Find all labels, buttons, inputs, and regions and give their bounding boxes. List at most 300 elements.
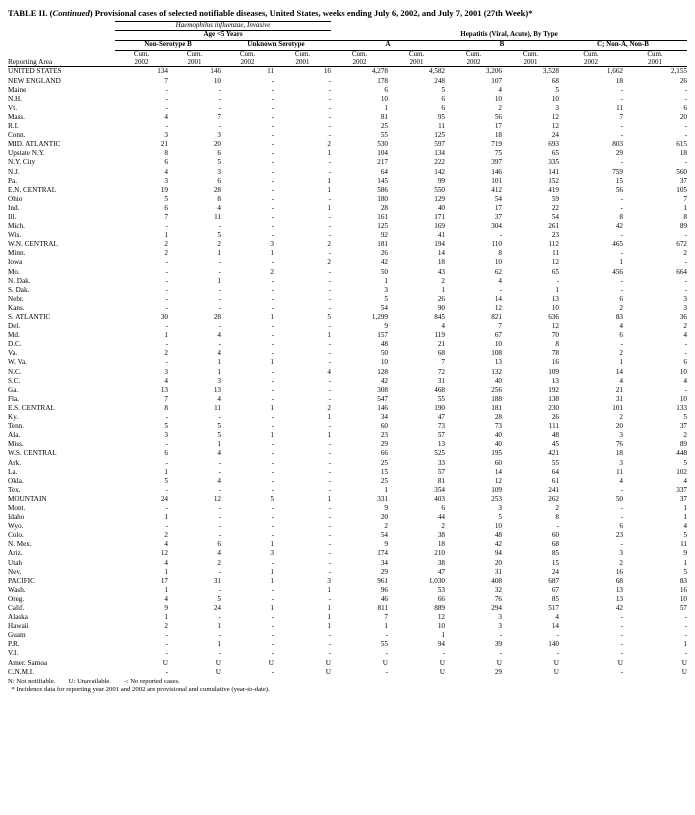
row-value: - <box>271 258 274 267</box>
row-value: 4 <box>619 476 623 485</box>
row-value: - <box>218 85 221 94</box>
row-value: - <box>218 513 221 522</box>
row-area-label: R.I. <box>8 122 19 131</box>
row-value: - <box>620 131 623 140</box>
row-value: 26 <box>551 413 559 422</box>
row-area-label: Nebr. <box>8 294 24 303</box>
row-value: 16 <box>551 358 559 367</box>
row-value: 11 <box>616 467 623 476</box>
row-value: 34 <box>380 413 388 422</box>
row-value: - <box>620 667 623 676</box>
row-value: - <box>271 194 274 203</box>
table-footnotes <box>8 677 687 695</box>
row-value: - <box>385 667 388 676</box>
table-row <box>8 240 687 249</box>
notifiable-diseases-table <box>8 21 687 677</box>
row-value: - <box>620 231 623 240</box>
header-age-group: Age <5 Years <box>115 31 331 41</box>
row-value: 134 <box>157 67 168 76</box>
table-row <box>8 295 687 304</box>
row-value: 30 <box>160 313 168 322</box>
row-area-label: Guam <box>8 631 26 640</box>
row-value: 1 <box>270 576 274 585</box>
row-value: 29 <box>380 440 388 449</box>
row-value: 2 <box>217 558 221 567</box>
row-value: 1 <box>270 249 274 258</box>
row-value: 3 <box>327 576 331 585</box>
row-area-label: Mich. <box>8 222 25 231</box>
row-area-label: Miss. <box>8 440 24 449</box>
row-value: 50 <box>615 494 623 503</box>
row-value: U <box>496 658 502 667</box>
row-area-label: PACIFIC <box>8 576 35 585</box>
row-value: 78 <box>551 349 559 358</box>
row-value: 20 <box>380 513 388 522</box>
row-value: 1 <box>384 622 388 631</box>
row-value: 16 <box>679 585 687 594</box>
row-value: 586 <box>377 185 388 194</box>
row-value: - <box>218 94 221 103</box>
row-value: 248 <box>434 76 445 85</box>
header-haemophilus-group: Haemophilus influenzae, Invasive <box>115 21 331 31</box>
row-value: - <box>271 394 274 403</box>
header-hep-b: B <box>445 41 559 51</box>
row-value: - <box>499 231 502 240</box>
row-value: 188 <box>491 394 502 403</box>
row-value: - <box>271 285 274 294</box>
row-value: 67 <box>551 585 559 594</box>
row-value: 76 <box>494 594 502 603</box>
row-value: 31 <box>615 394 623 403</box>
row-value: 18 <box>615 76 623 85</box>
row-area-label: Ala. <box>8 431 21 440</box>
row-value: 4 <box>683 476 687 485</box>
row-value: - <box>165 103 168 112</box>
row-value: - <box>620 194 623 203</box>
row-value: 759 <box>612 167 623 176</box>
row-value: 5 <box>164 194 168 203</box>
row-area-label: NEW ENGLAND <box>8 76 61 85</box>
row-value: 4,582 <box>428 67 445 76</box>
row-value: 5 <box>683 413 687 422</box>
header-blank-4 <box>8 41 115 51</box>
row-value: 517 <box>548 604 559 613</box>
row-value: - <box>218 631 221 640</box>
row-value: - <box>271 340 274 349</box>
row-value: 408 <box>491 576 502 585</box>
row-value: 40 <box>494 376 502 385</box>
row-value: 1 <box>619 258 623 267</box>
row-value: 85 <box>551 594 559 603</box>
table-row <box>8 349 687 358</box>
row-value: 142 <box>434 167 445 176</box>
title-suffix: ) Provisional cases of selected notifiable diseases, United States, weeks ending July 6, 2002, and July 7, 2001 (27th Week)* <box>89 8 533 18</box>
row-value: 194 <box>434 240 445 249</box>
row-value: 10 <box>494 94 502 103</box>
table-row <box>8 258 687 267</box>
row-value: 560 <box>676 167 687 176</box>
header-row-group1 <box>8 21 687 31</box>
row-value: 3 <box>270 549 274 558</box>
table-row <box>8 277 687 286</box>
row-value: - <box>328 567 331 576</box>
row-value: 38 <box>437 558 445 567</box>
row-value: 10 <box>380 358 388 367</box>
row-value: - <box>271 149 274 158</box>
row-value: 12 <box>494 476 502 485</box>
row-value: 1 <box>384 103 388 112</box>
row-value: 1 <box>270 313 274 322</box>
row-value: 101 <box>491 176 502 185</box>
row-value: - <box>684 158 687 167</box>
row-area-label: Pa. <box>8 176 17 185</box>
row-value: 21 <box>437 340 445 349</box>
table-row <box>8 431 687 440</box>
row-value: 55 <box>551 458 559 467</box>
row-value: 102 <box>676 467 687 476</box>
row-value: - <box>328 640 331 649</box>
row-value: 230 <box>548 403 559 412</box>
row-value: 241 <box>548 485 559 494</box>
row-value: - <box>271 513 274 522</box>
table-row <box>8 640 687 649</box>
row-value: - <box>165 440 168 449</box>
header-reporting-area: Reporting Area <box>8 58 53 67</box>
row-area-label: Vt. <box>8 103 17 112</box>
row-value: - <box>271 385 274 394</box>
row-value: 308 <box>377 385 388 394</box>
row-value: 109 <box>548 367 559 376</box>
row-value: 12 <box>213 494 221 503</box>
table-row <box>8 577 687 586</box>
row-value: 83 <box>615 313 623 322</box>
table-row <box>8 86 687 95</box>
row-value: - <box>328 122 331 131</box>
row-value: U <box>382 658 388 667</box>
row-value: - <box>271 422 274 431</box>
row-area-label: Mo. <box>8 267 20 276</box>
row-value: - <box>271 176 274 185</box>
row-value: 4 <box>217 203 221 212</box>
table-row <box>8 477 687 486</box>
row-value: 40 <box>494 440 502 449</box>
row-area-label: UNITED STATES <box>8 67 62 76</box>
row-area-label: S. Dak. <box>8 285 30 294</box>
row-value: - <box>684 285 687 294</box>
footnote-1: N: Not notifiable. U: Unavailable. -: No reported cases. <box>8 677 180 685</box>
row-value: - <box>271 185 274 194</box>
row-value: 5 <box>555 85 559 94</box>
row-value: - <box>328 249 331 258</box>
row-value: - <box>328 476 331 485</box>
row-value: 4 <box>498 276 502 285</box>
row-value: - <box>165 413 168 422</box>
table-row <box>8 231 687 240</box>
row-value: 56 <box>494 112 502 121</box>
row-value: - <box>165 267 168 276</box>
row-area-label: E.S. CENTRAL <box>8 403 55 412</box>
row-value: - <box>620 513 623 522</box>
row-value: 146 <box>210 67 221 76</box>
row-value: 70 <box>551 331 559 340</box>
row-value: - <box>328 513 331 522</box>
row-value: 2 <box>384 522 388 531</box>
table-row <box>8 513 687 522</box>
row-value: 1 <box>164 331 168 340</box>
row-value: 4 <box>217 449 221 458</box>
row-value: 5 <box>217 231 221 240</box>
row-value: U <box>215 658 221 667</box>
row-value: 47 <box>437 567 445 576</box>
row-value: 9 <box>683 549 687 558</box>
row-value: - <box>328 358 331 367</box>
row-value: 39 <box>494 640 502 649</box>
row-area-label: Mont. <box>8 503 26 512</box>
row-value: 9 <box>384 540 388 549</box>
table-row <box>8 649 687 658</box>
row-value: - <box>328 231 331 240</box>
row-value: 1 <box>441 631 445 640</box>
row-value: - <box>328 194 331 203</box>
table-row <box>8 613 687 622</box>
header-year-6: 2001 <box>409 57 424 66</box>
header-cum-label-9: Cum. <box>583 49 599 58</box>
table-row <box>8 440 687 449</box>
row-value: 5 <box>441 85 445 94</box>
row-value: 67 <box>494 331 502 340</box>
row-area-label: Md. <box>8 331 20 340</box>
row-value: - <box>271 131 274 140</box>
row-value: - <box>620 285 623 294</box>
row-value: 13 <box>494 358 502 367</box>
row-value: 4 <box>217 331 221 340</box>
row-value: - <box>271 122 274 131</box>
row-value: 2 <box>164 531 168 540</box>
row-value: 672 <box>676 240 687 249</box>
row-value: U <box>617 658 623 667</box>
row-area-label: Ark. <box>8 458 21 467</box>
row-value: 8 <box>555 340 559 349</box>
row-value: - <box>165 94 168 103</box>
row-area-label: Utah <box>8 558 22 567</box>
row-value: 5 <box>164 422 168 431</box>
row-value: 24 <box>160 494 168 503</box>
row-value: - <box>165 640 168 649</box>
row-value: 81 <box>380 112 388 121</box>
row-value: 29 <box>494 667 502 676</box>
row-area-label: N.J. <box>8 167 20 176</box>
row-value: 12 <box>437 613 445 622</box>
row-value: - <box>684 613 687 622</box>
row-value: 5 <box>217 158 221 167</box>
row-value: 1 <box>270 403 274 412</box>
row-value: 24 <box>551 567 559 576</box>
row-value: 354 <box>434 485 445 494</box>
row-value: 3 <box>555 103 559 112</box>
row-value: U <box>162 658 168 667</box>
row-value: - <box>218 567 221 576</box>
header-blank-3 <box>8 31 115 41</box>
table-row <box>8 504 687 513</box>
row-value: 2 <box>270 267 274 276</box>
row-value: 1 <box>217 622 221 631</box>
header-year-7: 2002 <box>466 57 481 66</box>
row-value: 146 <box>491 167 502 176</box>
row-area-label: Fla. <box>8 394 19 403</box>
table-row <box>8 586 687 595</box>
row-value: 15 <box>551 558 559 567</box>
row-value: - <box>328 349 331 358</box>
row-value: 2 <box>683 431 687 440</box>
row-value: 195 <box>491 449 502 458</box>
row-value: 48 <box>494 531 502 540</box>
row-value: 331 <box>377 494 388 503</box>
row-value: 6 <box>164 449 168 458</box>
table-row <box>8 549 687 558</box>
row-value: 7 <box>683 194 687 203</box>
table-row <box>8 522 687 531</box>
row-value: 3 <box>164 367 168 376</box>
header-blank-1 <box>8 21 115 31</box>
row-value: - <box>271 331 274 340</box>
row-value: 3 <box>619 458 623 467</box>
row-value: - <box>218 467 221 476</box>
row-value: 29 <box>380 567 388 576</box>
row-area-label: Colo. <box>8 531 24 540</box>
header-year-10: 2001 <box>648 57 662 66</box>
row-area-label: Wash. <box>8 585 26 594</box>
row-area-label: Calif. <box>8 604 25 613</box>
row-value: - <box>271 458 274 467</box>
row-value: - <box>165 458 168 467</box>
row-value: 9 <box>384 503 388 512</box>
row-value: 5 <box>384 294 388 303</box>
row-value: 7 <box>441 358 445 367</box>
row-value: 1 <box>270 431 274 440</box>
row-value: 1 <box>683 558 687 567</box>
row-value: 134 <box>434 149 445 158</box>
row-value: - <box>556 276 559 285</box>
row-area-label: Va. <box>8 349 18 358</box>
row-area-label: D.C. <box>8 340 22 349</box>
header-year-4: 2001 <box>295 57 310 66</box>
row-value: 68 <box>551 540 559 549</box>
row-value: 192 <box>548 385 559 394</box>
row-value: - <box>271 649 274 658</box>
header-hepatitis-group: Hepatitis (Viral, Acute), By Type <box>331 31 687 41</box>
table-row <box>8 659 687 668</box>
table-row <box>8 395 687 404</box>
row-value: 1 <box>327 331 331 340</box>
row-value: 95 <box>437 112 445 121</box>
row-value: - <box>328 376 331 385</box>
header-blank-5 <box>8 50 115 58</box>
row-value: 64 <box>380 167 388 176</box>
row-value: 2 <box>441 522 445 531</box>
row-value: 31 <box>213 576 221 585</box>
row-value: - <box>328 631 331 640</box>
row-value: 6 <box>217 176 221 185</box>
row-value: - <box>165 667 168 676</box>
row-value: - <box>620 503 623 512</box>
row-value: 145 <box>377 176 388 185</box>
header-cum-label-6: Cum. <box>408 49 425 58</box>
header-cum-label-8: Cum. <box>522 49 539 58</box>
row-value: 6 <box>441 503 445 512</box>
row-value: 1 <box>327 203 331 212</box>
header-cum-label-1: Cum. <box>133 49 150 58</box>
row-value: 6 <box>683 103 687 112</box>
row-value: 3 <box>683 303 687 312</box>
row-value: 83 <box>679 576 687 585</box>
row-value: - <box>271 558 274 567</box>
row-value: 3 <box>683 294 687 303</box>
row-value: 22 <box>551 203 559 212</box>
row-value: 15 <box>380 467 388 476</box>
row-value: 803 <box>612 140 623 149</box>
table-row <box>8 413 687 422</box>
row-value: 3 <box>498 503 502 512</box>
row-value: - <box>328 503 331 512</box>
row-value: 75 <box>494 149 502 158</box>
row-area-label: N.H. <box>8 94 22 103</box>
table-row <box>8 459 687 468</box>
row-value: 5 <box>498 513 502 522</box>
row-value: 6 <box>441 103 445 112</box>
row-value: 54 <box>380 531 388 540</box>
table-row <box>8 140 687 149</box>
row-value: 21 <box>160 140 168 149</box>
row-value: 65 <box>551 149 559 158</box>
row-value: 40 <box>494 431 502 440</box>
row-value: - <box>620 249 623 258</box>
row-value: 18 <box>494 131 502 140</box>
row-area-label: W.S. CENTRAL <box>8 449 57 458</box>
row-value: 55 <box>437 394 445 403</box>
row-value: 1 <box>327 149 331 158</box>
row-value: 190 <box>434 403 445 412</box>
row-value: 17 <box>494 122 502 131</box>
table-row <box>8 340 687 349</box>
row-value: - <box>328 522 331 531</box>
row-value: 62 <box>494 267 502 276</box>
header-year-3: 2002 <box>240 57 255 66</box>
row-value: 1,662 <box>606 67 623 76</box>
row-value: - <box>328 212 331 221</box>
row-value: 8 <box>683 212 687 221</box>
row-value: - <box>684 649 687 658</box>
row-value: 6 <box>217 540 221 549</box>
row-value: 4 <box>683 331 687 340</box>
row-value: 44 <box>437 513 445 522</box>
row-value: 38 <box>437 531 445 540</box>
table-row <box>8 622 687 631</box>
row-value: - <box>165 649 168 658</box>
row-area-label: Oreg. <box>8 594 25 603</box>
row-value: 8 <box>619 212 623 221</box>
header-nonserotype-b: Non-Serotype B <box>115 41 221 51</box>
row-value: 3 <box>619 431 623 440</box>
row-value: - <box>620 540 623 549</box>
row-value: 3,528 <box>542 67 559 76</box>
header-year-2: 2001 <box>187 57 202 66</box>
page-title <box>0 0 695 21</box>
row-value: - <box>684 122 687 131</box>
row-value: 28 <box>380 203 388 212</box>
row-value: 152 <box>548 176 559 185</box>
header-cum-label-3: Cum. <box>239 49 256 58</box>
row-value: 1 <box>217 640 221 649</box>
